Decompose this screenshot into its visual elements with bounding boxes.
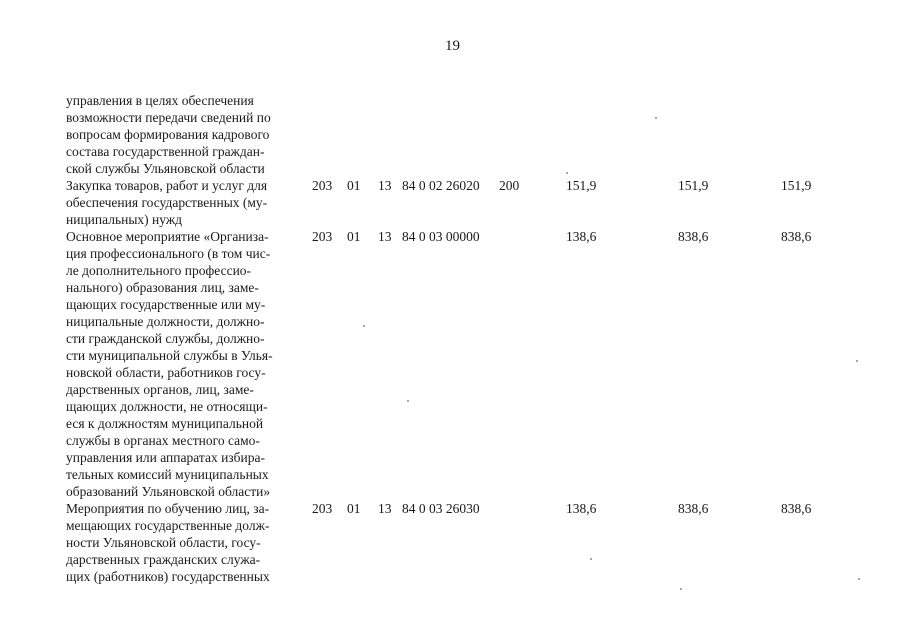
description-line: управления в целях обеспечения xyxy=(66,93,254,108)
description-line: щающих должности, не относящи- xyxy=(66,399,268,414)
description-line: щих (работников) государственных xyxy=(66,569,270,584)
description-line: ция профессионального (в том чис- xyxy=(66,246,271,261)
description-line: ле дополнительного профессио- xyxy=(66,263,252,278)
table-row xyxy=(66,500,826,585)
description-line: щающих государственные или му- xyxy=(66,297,266,312)
description-line: возможности передачи сведений по xyxy=(66,110,271,125)
description-line: новской области, работников госу- xyxy=(66,365,266,380)
section-code: 01 xyxy=(347,178,361,193)
scan-speck xyxy=(590,558,592,560)
description-line: ской службы Ульяновской области xyxy=(66,161,265,176)
description-line: сти гражданской службы, должно- xyxy=(66,331,265,346)
amount-year-1: 138,6 xyxy=(566,501,597,516)
target-item-code: 84 0 03 26030 xyxy=(402,501,480,516)
description-line: дарственных гражданских служа- xyxy=(66,552,261,567)
section-code: 01 xyxy=(347,229,361,244)
ministry-code: 203 xyxy=(312,178,333,193)
scan-speck xyxy=(856,360,858,362)
scan-speck xyxy=(407,400,409,402)
scan-speck xyxy=(566,172,568,174)
page-number: 19 xyxy=(445,38,460,54)
description-line: ниципальных) нужд xyxy=(66,212,183,227)
target-item-code: 84 0 03 00000 xyxy=(402,229,480,244)
scan-speck xyxy=(655,117,657,119)
row-description xyxy=(66,177,302,228)
description-line: Мероприятия по обучению лиц, за- xyxy=(66,501,270,516)
description-line: вопросам формирования кадрового xyxy=(66,127,270,142)
amount-year-3: 838,6 xyxy=(781,501,812,516)
description-line: ниципальные должности, должно- xyxy=(66,314,265,329)
table-row xyxy=(66,228,826,500)
row-description xyxy=(66,228,302,500)
description-line: обеспечения государственных (му- xyxy=(66,195,268,210)
description-line: мещающих государственные долж- xyxy=(66,518,270,533)
amount-year-2: 151,9 xyxy=(678,178,709,193)
description-line: дарственных органов, лиц, заме- xyxy=(66,382,254,397)
description-line: Основное мероприятие «Организа- xyxy=(66,229,269,244)
amount-year-1: 138,6 xyxy=(566,229,597,244)
budget-table xyxy=(66,92,826,585)
subsection-code: 13 xyxy=(378,229,392,244)
scan-speck xyxy=(858,578,860,580)
description-line: управления или аппаратах избира- xyxy=(66,450,265,465)
ministry-code: 203 xyxy=(312,501,333,516)
section-code: 01 xyxy=(347,501,361,516)
amount-year-1: 151,9 xyxy=(566,178,597,193)
scan-speck xyxy=(680,588,682,590)
table-row xyxy=(66,177,826,228)
row-description xyxy=(66,500,302,585)
description-line: нального) образования лиц, заме- xyxy=(66,280,259,295)
amount-year-3: 151,9 xyxy=(781,178,812,193)
table-row xyxy=(66,92,826,177)
amount-year-3: 838,6 xyxy=(781,229,812,244)
description-line: службы в органах местного само- xyxy=(66,433,260,448)
ministry-code: 203 xyxy=(312,229,333,244)
subsection-code: 13 xyxy=(378,501,392,516)
row-description xyxy=(66,92,302,177)
expense-type-code: 200 xyxy=(499,178,520,193)
description-line: ности Ульяновской области, госу- xyxy=(66,535,261,550)
subsection-code: 13 xyxy=(378,178,392,193)
target-item-code: 84 0 02 26020 xyxy=(402,178,480,193)
description-line: сти муниципальной службы в Улья- xyxy=(66,348,273,363)
description-line: состава государственной граждан- xyxy=(66,144,265,159)
description-line: образований Ульяновской области» xyxy=(66,484,271,499)
description-line: еся к должностям муниципальной xyxy=(66,416,264,431)
scan-speck xyxy=(363,325,365,327)
amount-year-2: 838,6 xyxy=(678,501,709,516)
amount-year-2: 838,6 xyxy=(678,229,709,244)
description-line: тельных комиссий муниципальных xyxy=(66,467,269,482)
description-line: Закупка товаров, работ и услуг для xyxy=(66,178,268,193)
